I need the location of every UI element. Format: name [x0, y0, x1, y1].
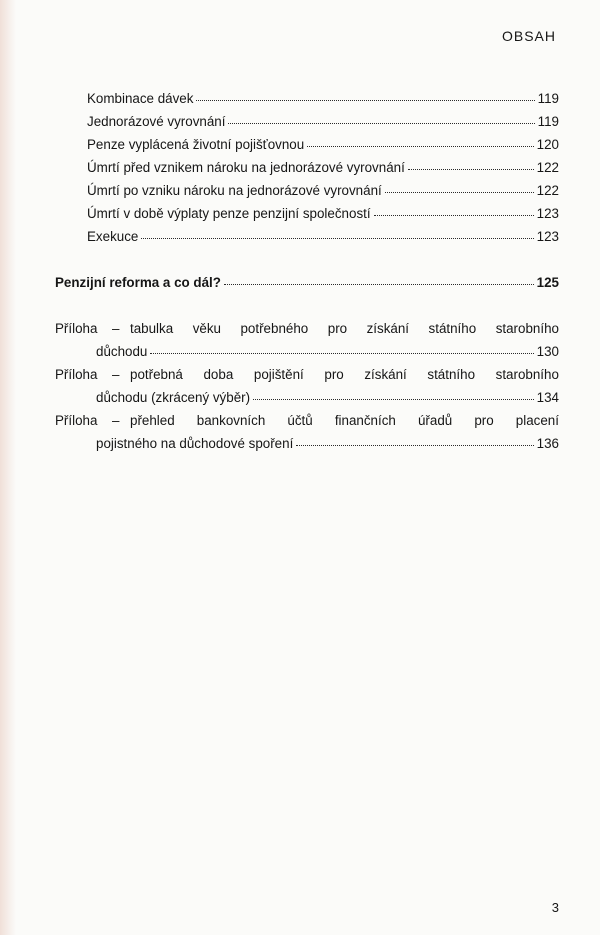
appendix-dash: – [112, 367, 120, 382]
appendix-word: potřebného [240, 321, 309, 336]
toc-entry-title: Úmrtí před vznikem nároku na jednorázové vyrovnání [87, 160, 405, 175]
appendix-page: 136 [536, 435, 559, 451]
appendix-word: získání [364, 367, 407, 382]
appendix-word: státního [427, 367, 476, 382]
appendix-title-line1 [130, 364, 559, 387]
toc-entry-page: 119 [537, 114, 559, 129]
appendix-title-line1 [130, 318, 559, 341]
appendix-title-line1 [130, 410, 559, 433]
appendix-word: věku [192, 321, 221, 336]
appendix-title-continued: pojistného na důchodové spoření [96, 435, 294, 451]
toc-entry[interactable] [87, 228, 559, 246]
appendix-page: 130 [536, 343, 559, 359]
appendix-word: potřebná [130, 367, 183, 382]
toc-section-page: 125 [536, 275, 559, 290]
toc-entry[interactable] [87, 159, 559, 177]
appendix-word: úřadů [417, 413, 453, 428]
toc-entry[interactable] [87, 136, 559, 154]
appendix-word: starobního [495, 321, 559, 336]
appendix-dash: – [112, 321, 120, 336]
toc-entry[interactable] [87, 90, 559, 108]
appendix-word: pro [324, 367, 344, 382]
appendix-word: státního [428, 321, 477, 336]
page-number: 3 [551, 900, 559, 915]
appendix-word: doba [203, 367, 234, 382]
appendix-label: Příloha [55, 321, 98, 336]
toc-entry-title: Jednorázové vyrovnání [87, 114, 226, 129]
toc-leader-dots [408, 168, 534, 170]
appendix-dash: – [112, 413, 120, 428]
appendix-word: získání [366, 321, 410, 336]
toc-leader-dots [150, 352, 533, 354]
toc-entry-title: Kombinace dávek [87, 91, 194, 106]
appendix-title-continued: důchodu (zkrácený výběr) [96, 389, 251, 405]
appendix-word: placení [515, 413, 559, 428]
toc-entry-title: Penze vyplácená životní pojišťovnou [87, 137, 305, 152]
appendix-label: Příloha [55, 367, 98, 382]
appendix-title-line2 [96, 387, 559, 410]
appendix-label: Příloha [55, 413, 98, 428]
toc-leader-dots [196, 99, 534, 101]
appendix-page: 134 [536, 389, 559, 405]
toc-leader-dots [228, 122, 534, 124]
appendix-word: finančních [334, 413, 396, 428]
page-edge-tint [0, 0, 16, 935]
toc-leader-dots [385, 191, 534, 193]
appendix-title-line2 [96, 341, 559, 364]
toc-leader-dots [224, 283, 534, 285]
toc-leader-dots [307, 145, 533, 147]
appendix-word: účtů [287, 413, 313, 428]
appendix-title-line2 [96, 433, 559, 456]
toc-entry-title: Úmrtí po vzniku nároku na jednorázové vyrovnání [87, 183, 382, 198]
toc-section-entry[interactable] [55, 274, 559, 292]
toc-entry-page: 123 [536, 206, 559, 221]
toc-entry[interactable] [87, 182, 559, 200]
toc-leader-dots [253, 398, 534, 400]
toc-entry-page: 119 [537, 91, 559, 106]
toc-section-title: Penzijní reforma a co dál? [55, 275, 221, 290]
toc-entry[interactable] [87, 113, 559, 131]
toc-leader-dots [374, 214, 534, 216]
toc-entry-title: Úmrtí v době výplaty penze penzijní společností [87, 206, 371, 221]
page-header-title: OBSAH [501, 28, 556, 44]
appendix-word: pro [327, 321, 348, 336]
toc-leader-dots [296, 444, 533, 446]
toc-leader-dots [141, 237, 533, 239]
toc-entry-title: Exekuce [87, 229, 139, 244]
toc-entry-page: 123 [536, 229, 559, 244]
appendix-word: pro [474, 413, 494, 428]
appendix-word: přehled [130, 413, 175, 428]
toc-entry-page: 122 [536, 160, 559, 175]
appendix-title-continued: důchodu [96, 343, 148, 359]
toc-entry-page: 122 [536, 183, 559, 198]
appendix-word: starobního [495, 367, 559, 382]
appendix-word: tabulka [130, 321, 174, 336]
toc-entry-page: 120 [536, 137, 559, 152]
appendix-word: pojištění [253, 367, 304, 382]
toc-entry[interactable] [87, 205, 559, 223]
appendix-word: bankovních [196, 413, 266, 428]
